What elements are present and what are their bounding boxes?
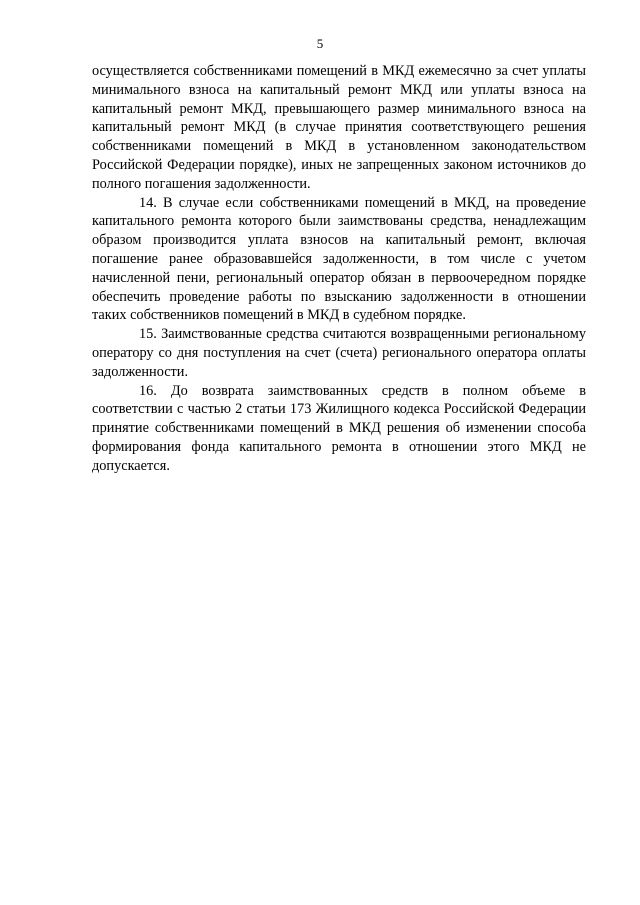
page-number: 5 xyxy=(316,36,324,51)
document-body xyxy=(92,62,586,476)
paragraph-continuation: осуществляется собственниками помещений в МКД ежемесячно за счет уплаты минимального взноса на капитальный ремонт МКД или уплаты взноса на капитальный ремонт МКД, превышающего размер минимального взноса на капитальный ремонт МКД (в случае принятия соответствующего решения собственниками помещений в МКД в установленном законодательством Российской Федерации порядке), иных не запрещенных законом источников до полного погашения задолженности. xyxy=(92,63,586,192)
paragraph-16: 16. До возврата заимствованных средств в полном объеме в соответствии с частью 2 статьи 173 Жилищного кодекса Российской Федерации принятие собственниками помещений в МКД решения об изменении способа формирования фонда капитального ремонта в отношении этого МКД не допускается. xyxy=(92,382,586,474)
paragraph-14: 14. В случае если собственниками помещений в МКД, на проведение капитального ремонта которого были заимствованы средства, ненадлежащим образом производится уплата взносов на капитальный ремонт, включая погашение ранее образовавшейся задолженности, в том числе с учетом начисленной пени, региональный оператор обязан в первоочередном порядке обеспечить проведение работы по взысканию задолженности в отношении таких собственников помещений в МКД в судебном порядке. xyxy=(92,194,586,324)
paragraph-15: 15. Заимствованные средства считаются возвращенными региональному оператору со дня поступления на счет (счета) регионального оператора оплаты задолженности. xyxy=(92,326,586,380)
